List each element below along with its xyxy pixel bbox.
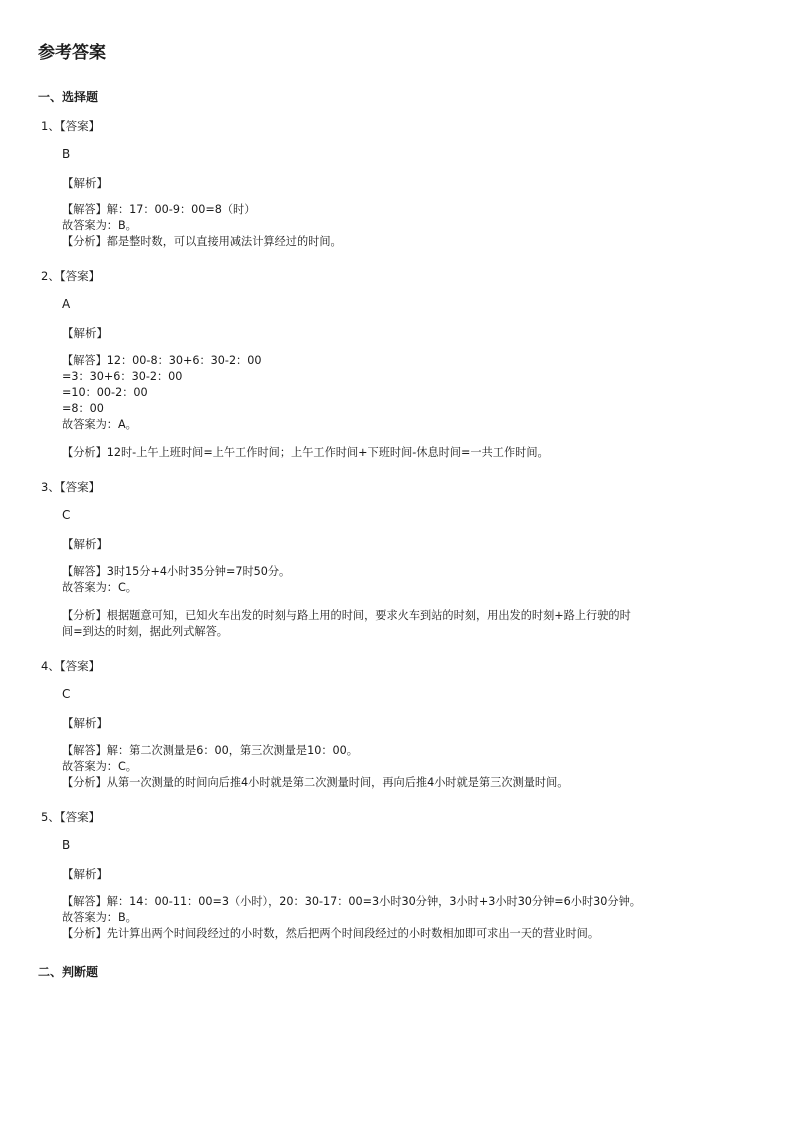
- question-2-line-6: 【分析】12时-上午上班时间=上午工作时间；上午工作时间+下班时间-休息时间=一共工作时间。: [62, 446, 549, 459]
- section-heading-judge: 二、判断题: [38, 965, 99, 979]
- question-1-line-1: 【解答】解：17：00-9：00=8（时）: [62, 203, 256, 216]
- question-2-line-5: 故答案为：A。: [62, 418, 137, 431]
- question-3-number: 3、【答案】: [41, 480, 101, 494]
- question-5-line-3: 【分析】先计算出两个时间段经过的小时数，然后把两个时间段经过的小时数相加即可求出一天的营业时间。: [62, 927, 600, 940]
- question-3-line-3: 【分析】根据题意可知，已知火车出发的时刻与路上用的时间，要求火车到站的时刻，用出发的时刻+路上行驶的时: [62, 609, 631, 622]
- section-heading-choice: 一、选择题: [38, 90, 99, 104]
- question-2-line-4: =8：00: [62, 402, 104, 415]
- question-3-line-1: 【解答】3时15分+4小时35分钟=7时50分。: [62, 565, 291, 578]
- question-4-number: 4、【答案】: [41, 659, 101, 673]
- question-5-number: 5、【答案】: [41, 810, 101, 824]
- question-3-analysis-label: 【解析】: [62, 537, 108, 551]
- question-5-answer: B: [62, 838, 71, 852]
- question-5-line-2: 故答案为：B。: [62, 911, 137, 924]
- question-2-line-2: =3：30+6：30-2：00: [62, 370, 183, 383]
- question-1-answer: B: [62, 147, 71, 161]
- question-2-analysis-label: 【解析】: [62, 326, 108, 340]
- question-1-analysis-label: 【解析】: [62, 176, 108, 190]
- question-4-answer: C: [62, 687, 71, 701]
- question-3-line-4: 间=到达的时刻，据此列式解答。: [62, 625, 228, 638]
- question-2-number: 2、【答案】: [41, 269, 101, 283]
- question-2-line-1: 【解答】12：00-8：30+6：30-2：00: [62, 354, 262, 367]
- question-1-number: 1、【答案】: [41, 119, 101, 133]
- question-4-line-1: 【解答】解：第二次测量是6：00，第三次测量是10：00。: [62, 744, 358, 757]
- question-5-analysis-label: 【解析】: [62, 867, 108, 881]
- page-title: 参考答案: [38, 43, 106, 63]
- question-4-analysis-label: 【解析】: [62, 716, 108, 730]
- question-2-line-3: =10：00-2：00: [62, 386, 148, 399]
- question-3-answer: C: [62, 508, 71, 522]
- question-4-line-3: 【分析】从第一次测量的时间向后推4小时就是第二次测量时间，再向后推4小时就是第三次测量时间。: [62, 776, 569, 789]
- question-3-line-2: 故答案为：C。: [62, 581, 137, 594]
- question-4-line-2: 故答案为：C。: [62, 760, 137, 773]
- question-2-answer: A: [62, 297, 71, 311]
- question-1-line-2: 故答案为：B。: [62, 219, 137, 232]
- question-1-line-3: 【分析】都是整时数，可以直接用减法计算经过的时间。: [62, 235, 342, 248]
- question-5-line-1: 【解答】解：14：00-11：00=3（小时），20：30-17：00=3小时30分钟，3小时+3小时30分钟=6小时30分钟。: [62, 895, 641, 908]
